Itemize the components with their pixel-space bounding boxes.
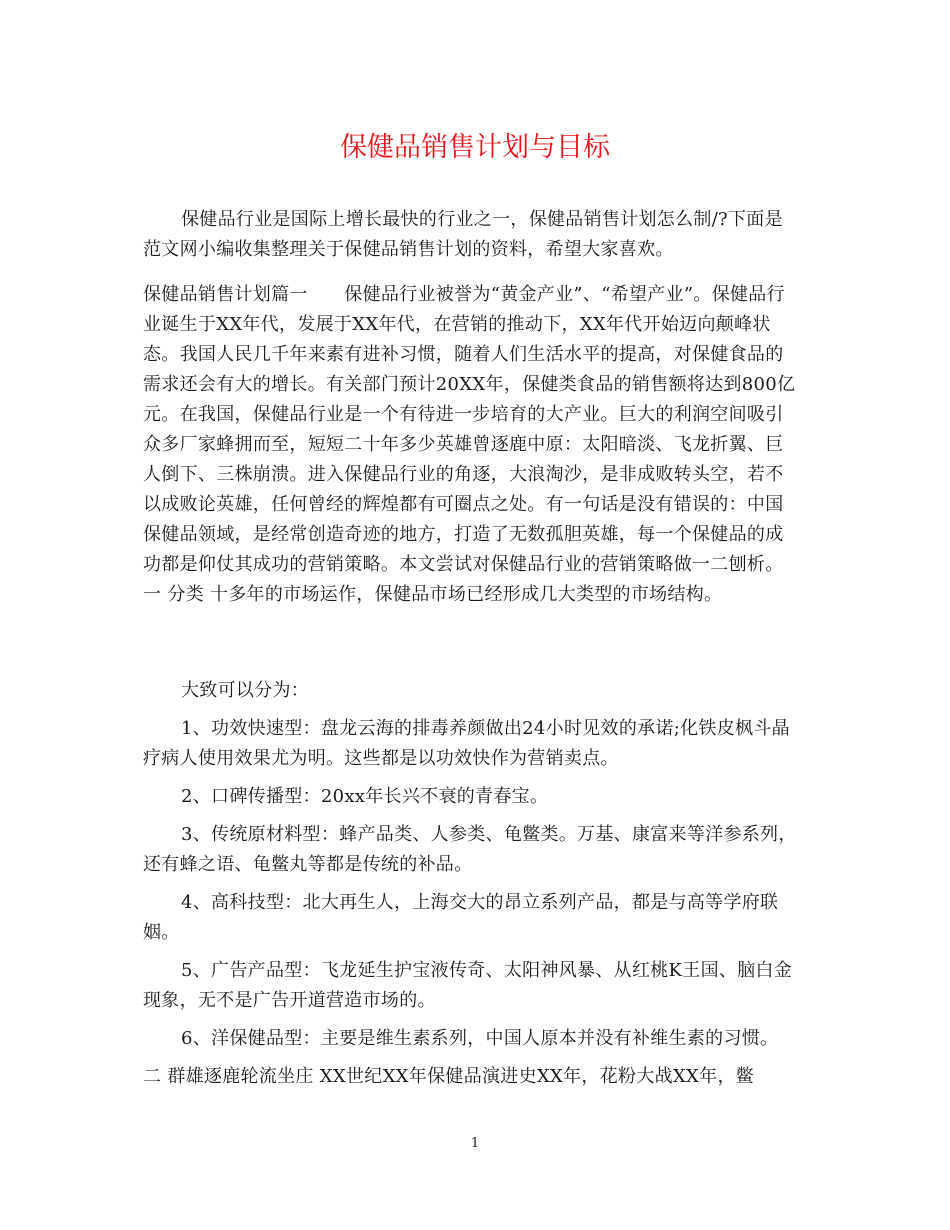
text-line: 需求还会有大的增长。有关部门预计20XX年，保健类食品的销售额将达到800亿 [143,374,796,395]
list-item-5: 5、广告产品型：飞龙延生护宝液传奇、太阳神风暴、从红桃K王国、脑白金 [181,960,793,981]
document-title: 保健品销售计划与目标 [340,132,610,163]
text-line: 以成败论英雄，任何曾经的辉煌都有可圈点之处。有一句话是没有错误的：中国 [143,494,784,515]
text-line: 态。我国人民几千年来素有进补习惯，随着人们生活水平的提高，对保健食品的 [143,344,784,365]
text-line: 功都是仰仗其成功的营销策略。本文尝试对保健品行业的营销策略做一二刨析。 [143,554,784,575]
list-item-1-cont: 疗病人使用效果尤为明。这些都是以功效快作为营销卖点。 [143,748,619,769]
section-2-heading-line: 二 群雄逐鹿轮流坐庄 XX世纪XX年保健品演进史XX年，花粉大战XX年，鳖 [143,1066,755,1087]
intro-paragraph [143,205,805,265]
text-line: 元。在我国，保健品行业是一个有待进一步培育的大产业。巨大的利润空间吸引 [143,404,784,425]
text-line: 一 分类 十多年的市场运作，保健品市场已经形成几大类型的市场结构。 [143,584,723,605]
list-item-6: 6、洋保健品型：主要是维生素系列，中国人原本并没有补维生素的习惯。 [181,1028,779,1049]
list-item-4-cont: 姻。 [143,922,180,943]
list-lead: 大致可以分为： [181,680,310,701]
text-line: 保健品领域，是经常创造奇迹的地方，打造了无数孤胆英雄，每一个保健品的成 [143,524,784,545]
page-number: 1 [470,1136,480,1151]
section-1-paragraph [143,280,805,610]
list-item-1: 1、功效快速型：盘龙云海的排毒养颜做出24小时见效的承诺;化铁皮枫斗晶 [181,718,790,739]
list-section [143,676,805,1092]
text-line: 众多厂家蜂拥而至，短短二十年多少英雄曾逐鹿中原：太阳暗淡、飞龙折翼、巨 [143,434,784,455]
text-line: 保健品销售计划篇一 保健品行业被誉为“黄金产业”、“希望产业”。保健品行 [143,284,785,305]
list-item-3: 3、传统原材料型：蜂产品类、人参类、龟鳖类。万基、康富来等洋参系列， [181,824,797,845]
text-line: 范文网小编收集整理关于保健品销售计划的资料，希望大家喜欢。 [143,239,674,260]
list-item-3-cont: 还有蜂之语、龟鳖丸等都是传统的补品。 [143,854,473,875]
list-item-5-cont: 现象，无不是广告开道营造市场的。 [143,990,436,1011]
list-item-2: 2、口碑传播型：20xx年长兴不衰的青春宝。 [181,786,549,807]
list-item-4: 4、高科技型：北大再生人，上海交大的昂立系列产品，都是与高等学府联 [181,892,779,913]
text-line: 保健品行业是国际上增长最快的行业之一，保健品销售计划怎么制/?下面是 [181,209,783,230]
text-line: 人倒下、三株崩溃。进入保健品行业的角逐，大浪淘沙，是非成败转头空，若不 [143,464,784,485]
text-line: 业诞生于XX年代，发展于XX年代，在营销的推动下，XX年代开始迈向颠峰状 [143,314,771,335]
